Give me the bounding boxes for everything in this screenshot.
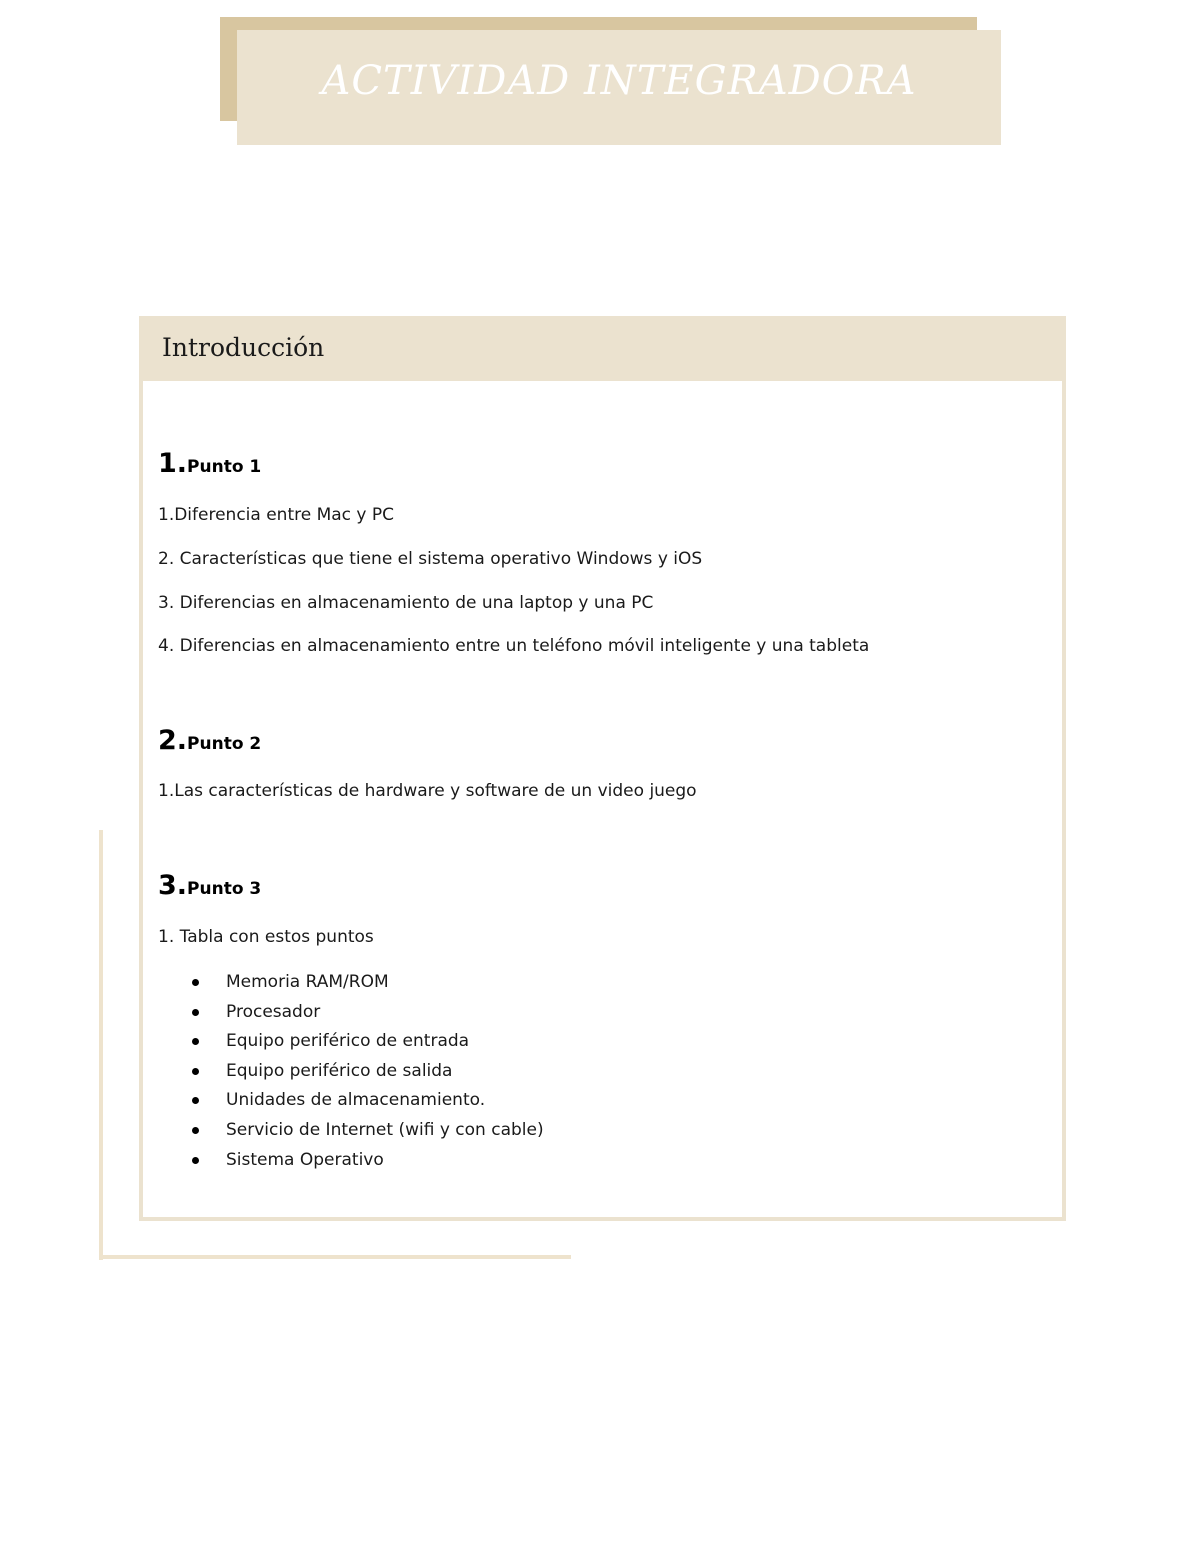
bullet-item: Servicio de Internet (wifi y con cable) (185, 1120, 544, 1140)
introduction-header (143, 320, 1062, 381)
document-title: ACTIVIDAD INTEGRADORA (321, 57, 917, 104)
section-heading-punto-3 (158, 870, 261, 901)
bullet-icon (192, 1097, 199, 1104)
bullet-icon (192, 979, 199, 986)
decorative-vertical-line (99, 830, 103, 1260)
list-item: 1.Las características de hardware y software de un video juego (158, 781, 697, 801)
bullet-item: Equipo periférico de entrada (185, 1031, 469, 1051)
list-item: 4. Diferencias en almacenamiento entre un teléfono móvil inteligente y una tableta (158, 636, 870, 656)
bullet-item: Sistema Operativo (185, 1150, 384, 1170)
bullet-icon (192, 1068, 199, 1075)
section-number: 3. (158, 870, 188, 901)
section-number: 2. (158, 725, 188, 756)
list-item: 3. Diferencias en almacenamiento de una laptop y una PC (158, 593, 654, 613)
list-item: 1. Tabla con estos puntos (158, 927, 374, 947)
bullet-item: Procesador (185, 1002, 320, 1022)
section-number: 1. (158, 448, 188, 479)
title-banner (237, 30, 1001, 145)
bullet-icon (192, 1127, 199, 1134)
list-item: 1.Diferencia entre Mac y PC (158, 505, 395, 525)
section-label: Punto 2 (187, 734, 262, 754)
introduction-box (139, 316, 1066, 1221)
decorative-horizontal-line (99, 1255, 571, 1259)
bullet-item: Equipo periférico de salida (185, 1061, 452, 1081)
introduction-title: Introducción (162, 333, 325, 362)
bullet-icon (192, 1009, 199, 1016)
bullet-icon (192, 1038, 199, 1045)
section-label: Punto 1 (187, 457, 262, 477)
section-heading-punto-1 (158, 448, 261, 479)
bullet-icon (192, 1157, 199, 1164)
section-heading-punto-2 (158, 725, 261, 756)
bullet-item: Unidades de almacenamiento. (185, 1090, 485, 1110)
bullet-item: Memoria RAM/ROM (185, 972, 389, 992)
list-item: 2. Características que tiene el sistema operativo Windows y iOS (158, 549, 703, 569)
section-label: Punto 3 (187, 879, 262, 899)
